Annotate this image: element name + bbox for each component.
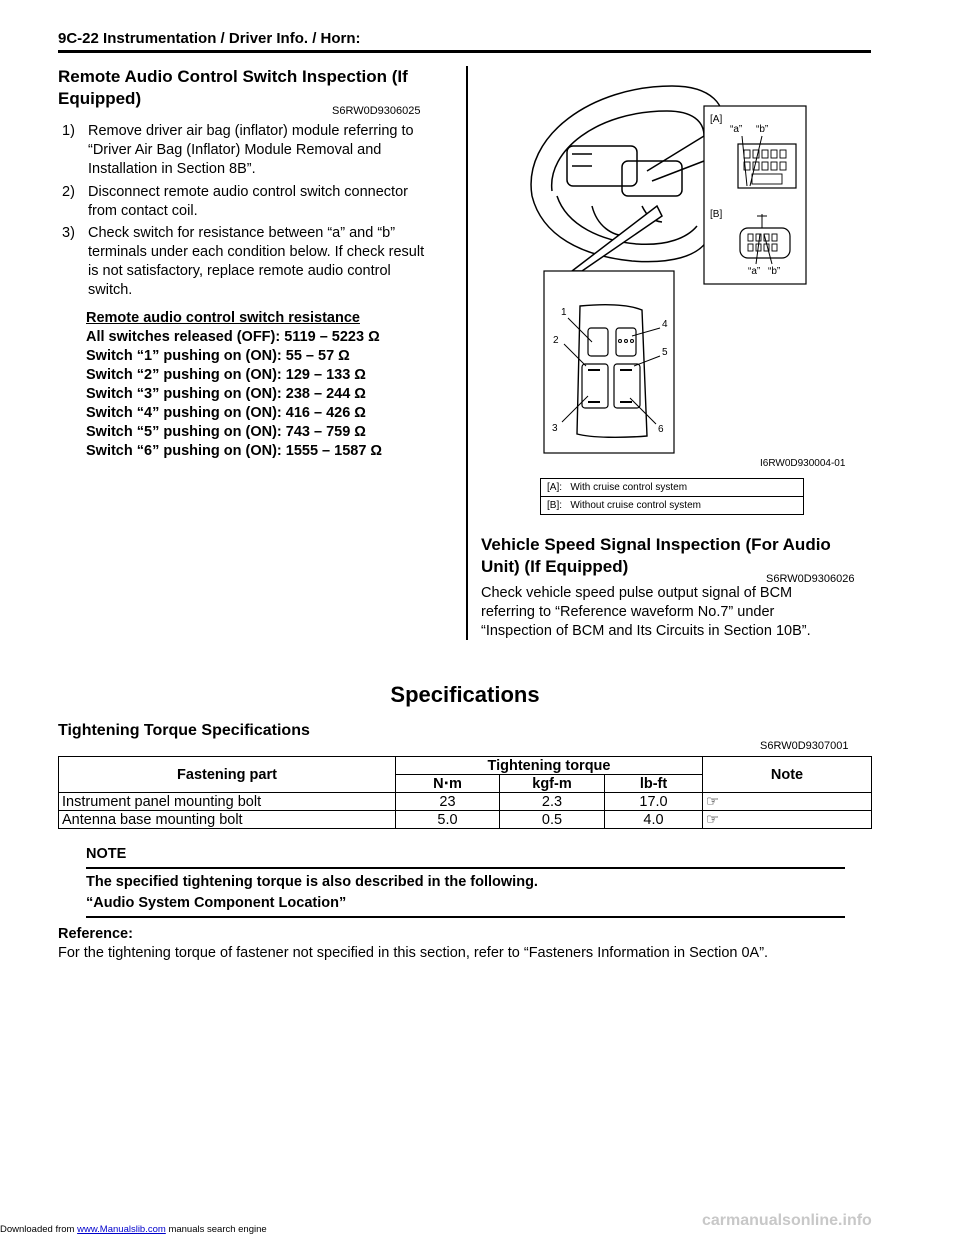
callout-6: 6 bbox=[658, 424, 664, 435]
unit-nm: N⋅m bbox=[396, 775, 500, 793]
col-tightening-torque: Tightening torque bbox=[396, 757, 703, 775]
note-line: “Audio System Component Location” bbox=[86, 895, 347, 911]
terminal-b-label-b: “b” bbox=[768, 266, 781, 277]
vehicle-speed-body bbox=[481, 584, 876, 641]
table-row bbox=[59, 793, 872, 811]
legend-row bbox=[541, 497, 804, 515]
torque-spec-title: Tightening Torque Specifications bbox=[58, 722, 310, 739]
col-fastening-part: Fastening part bbox=[59, 757, 396, 793]
reference-body: For the tightening torque of fastener not specified in this section, refer to “Fasteners Information in Section 0A”. bbox=[58, 945, 769, 961]
header-rule bbox=[58, 50, 871, 53]
body-line: “Inspection of BCM and Its Circuits in Section 10B”. bbox=[481, 623, 811, 639]
page-header-title: 9C-22 Instrumentation / Driver Info. / Horn: bbox=[58, 30, 361, 47]
switch-detail-box bbox=[544, 271, 674, 453]
callout-1: 1 bbox=[561, 307, 567, 318]
connector-inset-box bbox=[704, 106, 806, 284]
vehicle-speed-section bbox=[481, 534, 881, 578]
resistance-spec-line: Switch “3” pushing on (ON): 238 – 244 Ω bbox=[86, 386, 366, 402]
step-text: Disconnect remote audio control switch connector from contact coil. bbox=[88, 184, 408, 219]
section-code: S6RW0D9306026 bbox=[766, 573, 855, 585]
callout-4: 4 bbox=[662, 319, 668, 330]
legend-row bbox=[541, 479, 804, 497]
footer-suffix: manuals search engine bbox=[165, 1224, 267, 1235]
legend-entry: [B]: Without cruise control system bbox=[541, 497, 804, 515]
step-number: 1) bbox=[62, 123, 75, 139]
steering-switch-illustration bbox=[472, 66, 872, 466]
resistance-spec-line: All switches released (OFF): 5119 – 5223 Ω bbox=[86, 329, 380, 345]
step-text: Check switch for resistance between “a” and “b” terminals under each condition below. If check result is not satisfactory, replace remote audio control switch. bbox=[88, 225, 425, 298]
cell-kgfm: 0.5 bbox=[500, 811, 605, 829]
resistance-spec-line: Switch “6” pushing on (ON): 1555 – 1587 Ω bbox=[86, 443, 383, 459]
col-note: Note bbox=[703, 757, 872, 793]
resistance-spec-line: Switch “1” pushing on (ON): 55 – 57 Ω bbox=[86, 348, 350, 364]
cell-kgfm: 2.3 bbox=[500, 793, 605, 811]
section-title-line1: Vehicle Speed Signal Inspection (For Audio bbox=[481, 535, 831, 554]
callout-5: 5 bbox=[662, 347, 668, 358]
unit-kgfm: kgf-m bbox=[500, 775, 605, 793]
download-footer bbox=[0, 1224, 267, 1235]
section-title-line2: Equipped) bbox=[58, 89, 142, 108]
note-heading: NOTE bbox=[86, 846, 127, 862]
note-body bbox=[86, 872, 538, 914]
footer-prefix: Downloaded from bbox=[0, 1224, 78, 1235]
figure-legend bbox=[540, 478, 804, 515]
inset-label-a-system: [A] bbox=[710, 114, 723, 125]
section-title-line1: Remote Audio Control Switch Inspection (If bbox=[58, 67, 408, 86]
manualslib-link[interactable]: www.Manualslib.com bbox=[77, 1224, 166, 1235]
resistance-spec-heading: Remote audio control switch resistance bbox=[86, 310, 360, 326]
terminal-b-label: “b” bbox=[756, 124, 769, 135]
inset-label-b-system: [B] bbox=[710, 209, 723, 220]
cell-note-icon[interactable]: ☞ bbox=[703, 793, 872, 811]
body-line: Check vehicle speed pulse output signal of BCM bbox=[481, 585, 793, 601]
note-rule-top bbox=[86, 867, 845, 869]
watermark-text: carmanualsonline.info bbox=[702, 1212, 872, 1229]
cell-nm: 5.0 bbox=[396, 811, 500, 829]
cell-nm: 23 bbox=[396, 793, 500, 811]
terminal-a-label-b: “a” bbox=[748, 266, 761, 277]
section-title-line2: Unit) (If Equipped) bbox=[481, 557, 629, 576]
cell-part: Antenna base mounting bolt bbox=[59, 811, 396, 829]
resistance-spec-line: Switch “2” pushing on (ON): 129 – 133 Ω bbox=[86, 367, 366, 383]
callout-2: 2 bbox=[553, 335, 559, 346]
legend-entry: [A]: With cruise control system bbox=[541, 479, 804, 497]
torque-spec-code: S6RW0D9307001 bbox=[760, 740, 849, 752]
figure-code: I6RW0D930004-01 bbox=[760, 458, 846, 469]
callout-3: 3 bbox=[552, 423, 558, 434]
cell-lbft: 17.0 bbox=[605, 793, 703, 811]
section-code: S6RW0D9306025 bbox=[332, 105, 421, 117]
unit-lbft: lb-ft bbox=[605, 775, 703, 793]
body-line: referring to “Reference waveform No.7” under bbox=[481, 604, 775, 620]
note-line: The specified tightening torque is also described in the following. bbox=[86, 874, 538, 890]
terminal-a-label: “a” bbox=[730, 124, 743, 135]
specifications-title: Specifications bbox=[390, 682, 540, 707]
step-number: 3) bbox=[62, 225, 75, 241]
column-divider bbox=[466, 66, 468, 640]
resistance-spec-line: Switch “4” pushing on (ON): 416 – 426 Ω bbox=[86, 405, 366, 421]
table-row bbox=[59, 811, 872, 829]
torque-table bbox=[58, 756, 872, 829]
remote-audio-section bbox=[58, 66, 438, 110]
resistance-spec-line: Switch “5” pushing on (ON): 743 – 759 Ω bbox=[86, 424, 366, 440]
note-rule-bottom bbox=[86, 916, 845, 918]
step-text: Remove driver air bag (inflator) module referring to “Driver Air Bag (Inflator) Module Removal and Installation in Section 8B”. bbox=[88, 123, 414, 177]
table-header-row bbox=[59, 757, 872, 775]
cell-part: Instrument panel mounting bolt bbox=[59, 793, 396, 811]
reference-heading: Reference: bbox=[58, 926, 133, 942]
cell-lbft: 4.0 bbox=[605, 811, 703, 829]
cell-note-icon[interactable]: ☞ bbox=[703, 811, 872, 829]
step-number: 2) bbox=[62, 184, 75, 200]
